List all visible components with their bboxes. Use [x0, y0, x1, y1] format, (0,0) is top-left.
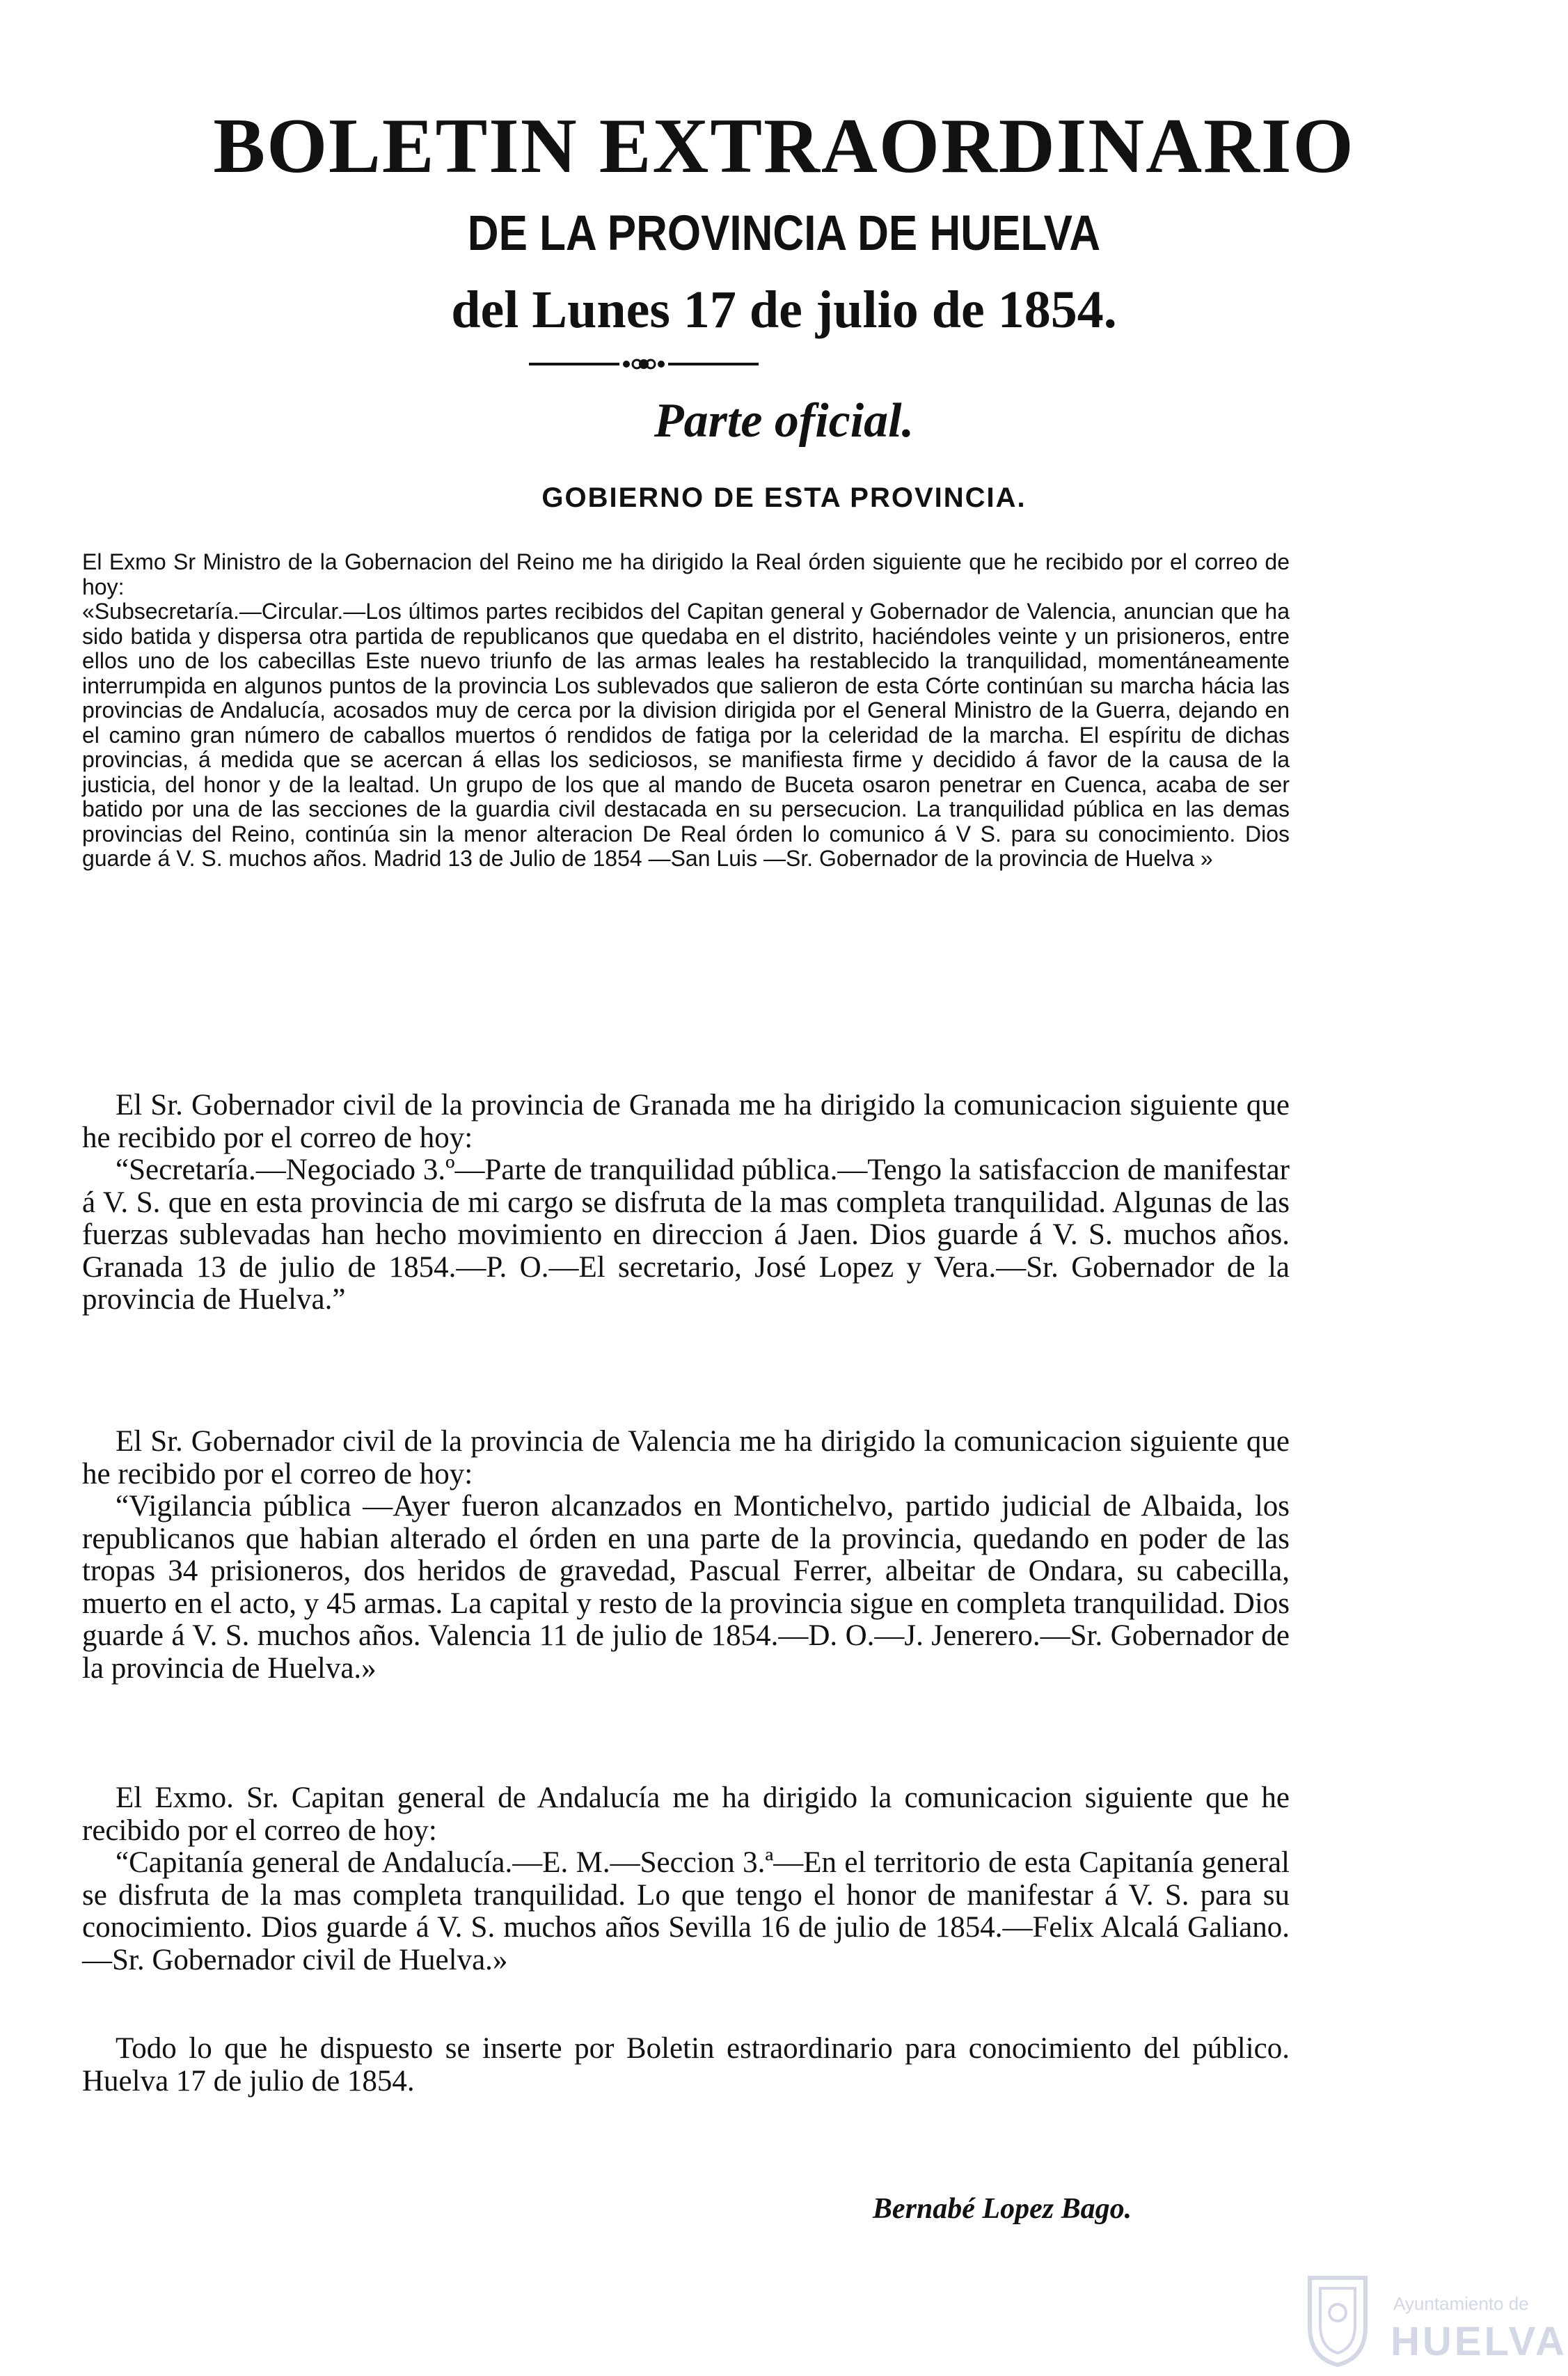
bulletin-date: del Lunes 17 de julio de 1854.: [451, 281, 1117, 339]
coat-of-arms-icon: [1296, 2271, 1379, 2368]
ayuntamiento-watermark: [1296, 2271, 1567, 2368]
valencia-intro: El Sr. Gobernador civil de la provincia de Valencia me ha dirigido la comunicacion siguiente que he recibido por el correo de hoy:: [82, 1425, 1290, 1490]
ornament-divider-icon: [529, 359, 759, 370]
royal-order-block: [82, 550, 1290, 872]
royal-order-body: «Subsecretaría.—Circular.—Los últimos partes recibidos del Capitan general y Gobernador de Valencia, anuncian que ha sido batida y dispersa otra partida de republicanos que quedaba en el distrito, haciéndoles veinte y un prisioneros, entre ellos uno de los cabecillas Este nuevo triunfo de las armas leales ha restablecido la tranquilidad, momentáneamente interrumpida en algunos puntos de la provincia Los sublevados que salieron de esta Córte continúan su marcha hácia las provincias de Andalucía, acosados muy de cerca por la division dirigida por el General Ministro de la Guerra, dejando en el camino gran número de caballos muertos ó rendidos de fatiga por la celeridad de la marcha. El espíritu de dichas provincias, á medida que se acercan á ellas los sediciosos, se manifiesta firme y decidido á favor de la causa de la justicia, del honor y de la lealtad. Un grupo de los que al mando de Buceta osaron penetrar en Cuenca, acaba de ser batido por una de las secciones de la guardia civil destacada en su persecucion. La tranquilidad pública en las demas provincias del Reino, continúa sin la menor alteracion De Real órden lo comunico á V S. para su conocimiento. Dios guarde á V. S. muchos años. Madrid 13 de Julio de 1854 —San Luis —Sr. Gobernador de la provincia de Huelva »: [82, 599, 1290, 871]
granada-intro: El Sr. Gobernador civil de la provincia de Granada me ha dirigido la comunicacion siguiente que he recibido por el correo de hoy:: [82, 1089, 1290, 1154]
government-heading: GOBIERNO DE ESTA PROVINCIA.: [541, 482, 1027, 513]
andalucia-communication: [82, 1782, 1290, 1976]
watermark-line2: HUELVA: [1391, 2319, 1567, 2364]
granada-body: “Secretaría.—Negociado 3.º—Parte de tranquilidad pública.—Tengo la satisfaccion de manifestar á V. S. que en esta provincia de mi cargo se disfruta de la mas completa tranquilidad. Algunas de las fuerzas sublevadas han hecho movimiento en direccion á Jaen. Dios guarde á V. S. muchos años. Granada 13 de julio de 1854.—P. O.—El secretario, José Lopez y Vera.—Sr. Gobernador de la provincia de Huelva.”: [82, 1154, 1290, 1316]
granada-communication: [82, 1089, 1290, 1316]
watermark-line1: Ayuntamiento de: [1393, 2293, 1529, 2314]
signature: Bernabé Lopez Bago.: [872, 2193, 1132, 2225]
bulletin-subtitle: DE LA PROVINCIA DE HUELVA: [467, 205, 1101, 262]
andalucia-body: “Capitanía general de Andalucía.—E. M.—Seccion 3.ª—En el territorio de esta Capitanía general se disfruta de la mas completa tranquilidad. Lo que tengo el honor de manifestar á V. S. para su conocimiento. Dios guarde á V. S. muchos años Sevilla 16 de julio de 1854.—Felix Alcalá Galiano.—Sr. Gobernador civil de Huelva.»: [82, 1846, 1290, 1976]
andalucia-intro: El Exmo. Sr. Capitan general de Andalucía me ha dirigido la comunicacion siguiente que he recibido por el correo de hoy:: [82, 1781, 1290, 1847]
section-heading: Parte oficial.: [654, 394, 914, 448]
royal-order-intro: El Exmo Sr Ministro de la Gobernacion del Reino me ha dirigido la Real órden siguiente que he recibido por el correo de hoy:: [82, 549, 1290, 599]
valencia-communication: [82, 1426, 1290, 1685]
closing-text: Todo lo que he dispuesto se inserte por Boletin estraordinario para conocimiento del público. Huelva 17 de julio de 1854.: [82, 2032, 1290, 2098]
closing-paragraph: [82, 2033, 1290, 2098]
valencia-body: “Vigilancia pública —Ayer fueron alcanzados en Montichelvo, partido judicial de Albaida, los republicanos que habian alterado el órden en una parte de la provincia, quedando en poder de las tropas 34 prisioneros, dos heridos de gravedad, Pascual Ferrer, albeitar de Ondara, su cabecilla, muerto en el acto, y 45 armas. La capital y resto de la provincia sigue en completa tranquilidad. Dios guarde á V. S. muchos años. Valencia 11 de julio de 1854.—D. O.—J. Jenerero.—Sr. Gobernador de la provincia de Huelva.»: [82, 1490, 1290, 1685]
bulletin-title: BOLETIN EXTRAORDINARIO: [213, 103, 1355, 189]
